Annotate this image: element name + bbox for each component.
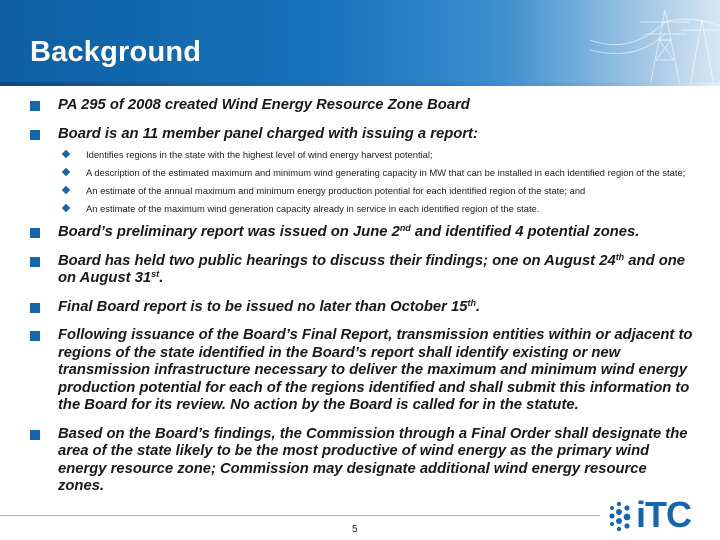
diamond-bullet-icon bbox=[62, 150, 70, 158]
bullet-text: . bbox=[159, 270, 164, 286]
sub-bullet-list bbox=[30, 149, 694, 214]
page-number: 5 bbox=[352, 524, 358, 535]
itc-logo-text: iTC bbox=[636, 494, 691, 535]
bullet-text: Based on the Board’s findings, the Commission through a Final Order shall designate the area of the state likely to be the most productive of wind energy as the primary wind energy resource zone; Commission may designate additional wind energy resource zones. bbox=[58, 425, 688, 494]
square-bullet-icon bbox=[30, 331, 40, 341]
superscript: th bbox=[467, 297, 476, 308]
superscript: st bbox=[151, 269, 160, 279]
bullet-item bbox=[30, 224, 694, 242]
diamond-bullet-icon bbox=[62, 186, 70, 194]
title-bar bbox=[0, 0, 720, 86]
bullet-text: Board has held two public hearings to discuss their findings; one on August 24 bbox=[58, 252, 616, 269]
bullet-item bbox=[30, 299, 694, 317]
square-bullet-icon bbox=[30, 430, 40, 440]
bullet-text: . bbox=[475, 298, 481, 315]
bullet-text: Following issuance of the Board’s Final Report, transmission entities within or adjacent to regions of the state identified in the Board’s report shall identify existing or new transmission infrastructure necessary to deliver the maximum and minimum wind energy production potential for each of the regions identified and shall submit this information to the Board for its review. No action by the Board is called for in the statute. bbox=[58, 327, 693, 413]
sub-bullet-text: Identifies regions in the state with the highest level of wind energy harvest potential; bbox=[86, 149, 433, 160]
sub-bullet-item bbox=[30, 149, 694, 160]
sub-bullet-item bbox=[30, 167, 694, 178]
sub-bullet-text: An estimate of the maximum wind generation capacity already in service in each identified region of the state. bbox=[86, 203, 540, 214]
footer-divider bbox=[0, 515, 600, 516]
bullet-item bbox=[30, 426, 694, 496]
sub-bullet-text: A description of the estimated maximum and minimum wind generating capacity in MW that can be installed in each identified region of the state; bbox=[86, 167, 686, 178]
bullet-text: and one on August 31 bbox=[58, 252, 686, 286]
bullet-item bbox=[30, 97, 694, 115]
bullet-text: and identified 4 potential zones. bbox=[410, 224, 640, 240]
diamond-bullet-icon bbox=[62, 204, 70, 212]
square-bullet-icon bbox=[30, 101, 40, 111]
superscript: th bbox=[615, 251, 625, 262]
diamond-bullet-icon bbox=[62, 168, 70, 176]
sub-bullet-item bbox=[30, 203, 694, 214]
sub-bullet-text: An estimate of the annual maximum and minimum energy production potential for each identified region of the state; and bbox=[86, 185, 586, 196]
content-area bbox=[30, 97, 694, 507]
square-bullet-icon bbox=[30, 257, 40, 267]
bullet-item bbox=[30, 126, 694, 144]
page-title: Background bbox=[30, 36, 202, 68]
square-bullet-icon bbox=[30, 228, 40, 238]
bullet-text: Final Board report is to be issued no later than October 15 bbox=[58, 298, 468, 315]
sub-bullet-item bbox=[30, 185, 694, 196]
superscript: nd bbox=[399, 223, 411, 233]
transmission-tower-icon bbox=[590, 0, 720, 86]
bullet-text: PA 295 of 2008 created Wind Energy Resource Zone Board bbox=[58, 97, 470, 113]
bullet-text: Board’s preliminary report was issued on June 2 bbox=[58, 224, 400, 240]
bullet-item bbox=[30, 253, 694, 288]
square-bullet-icon bbox=[30, 303, 40, 313]
bullet-text: Board is an 11 member panel charged with issuing a report: bbox=[58, 125, 478, 142]
square-bullet-icon bbox=[30, 130, 40, 140]
bullet-item bbox=[30, 327, 694, 415]
